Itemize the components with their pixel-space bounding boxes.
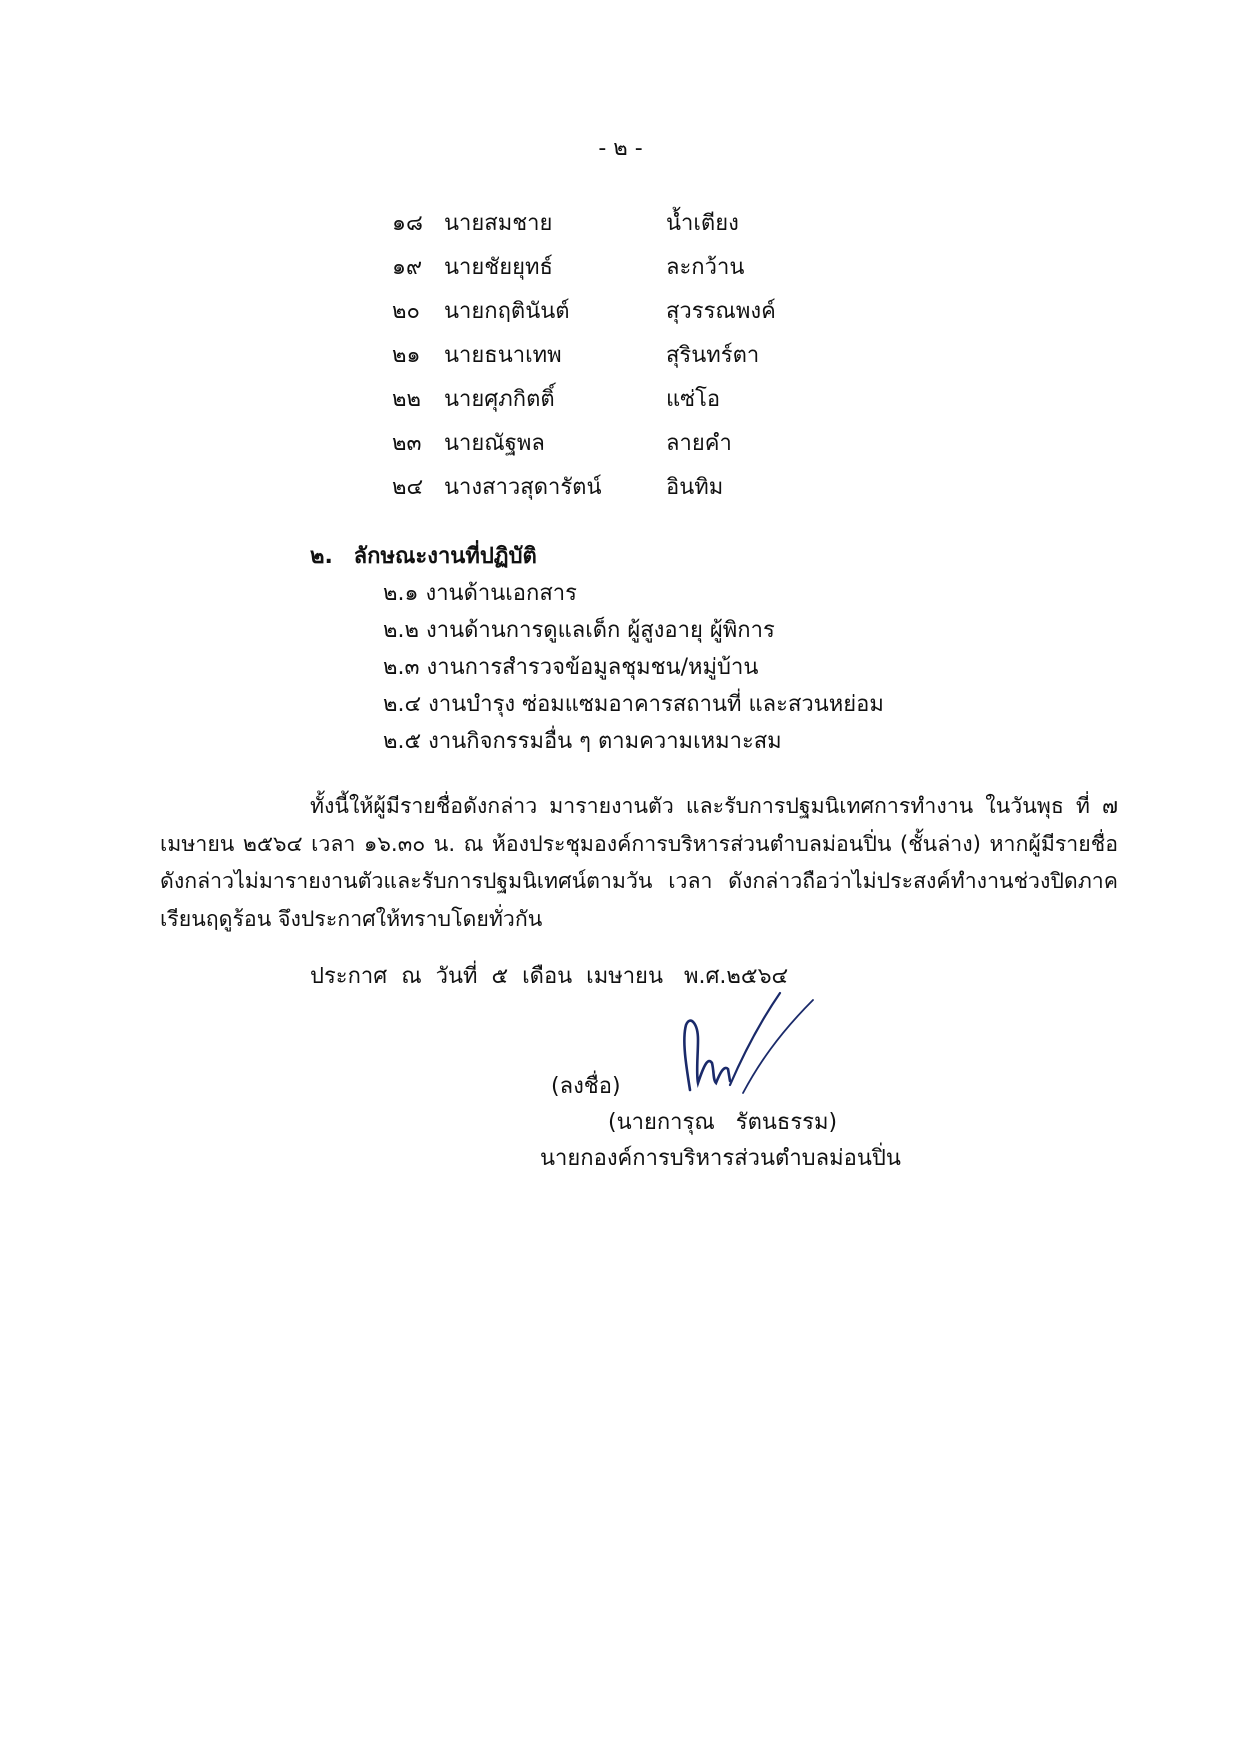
first-name: นายสมชาย xyxy=(444,210,553,236)
last-name: ละกว้าน xyxy=(666,254,745,280)
signer-name: (นายการุณ รัตนธรรม) xyxy=(608,1110,838,1135)
name-row xyxy=(392,420,852,464)
last-name: แซ่โอ xyxy=(666,386,721,412)
name-row xyxy=(392,464,852,508)
name-number: ๑๙ xyxy=(392,254,423,280)
announcement-date: ประกาศ ณ วันที่ ๕ เดือน เมษายน พ.ศ.๒๕๖๔ xyxy=(310,964,789,989)
duty-item: ๒.๔ งานบำรุง ซ่อมแซมอาคารสถานที่ และสวนหย่อม xyxy=(383,692,884,717)
duty-item: ๒.๕ งานกิจกรรมอื่น ๆ ตามความเหมาะสม xyxy=(383,729,782,754)
first-name: นางสาวสุดารัตน์ xyxy=(444,474,602,500)
signer-title: นายกองค์การบริหารส่วนตำบลม่อนปิ่น xyxy=(540,1146,901,1171)
name-list xyxy=(392,200,852,508)
first-name: นายกฤตินันต์ xyxy=(444,298,570,324)
first-name: นายชัยยุทธ์ xyxy=(444,254,553,280)
name-row xyxy=(392,376,852,420)
name-row xyxy=(392,332,852,376)
name-number: ๒๐ xyxy=(392,298,420,324)
body-paragraph xyxy=(160,788,1118,938)
section-number: ๒. xyxy=(310,544,333,569)
name-row xyxy=(392,200,852,244)
section-title: ลักษณะงานที่ปฏิบัติ xyxy=(353,544,537,569)
name-number: ๒๒ xyxy=(392,386,422,412)
sign-label: (ลงชื่อ) xyxy=(551,1074,621,1099)
name-number: ๒๑ xyxy=(392,342,421,368)
duty-item: ๒.๑ งานด้านเอกสาร xyxy=(383,581,577,606)
first-name: นายธนาเทพ xyxy=(444,342,562,368)
last-name: สุวรรณพงค์ xyxy=(666,298,776,324)
name-number: ๒๔ xyxy=(392,474,424,500)
name-row xyxy=(392,288,852,332)
last-name: น้ำเตียง xyxy=(666,210,739,236)
first-name: นายศุภกิตติ์ xyxy=(444,386,555,412)
paragraph-text: ทั้งนี้ให้ผู้มีรายชื่อดังกล่าว มารายงานตัว และรับการปฐมนิเทศการทำงาน ในวันพุธ ที่ ๗ เมษายน ๒๕๖๔ เวลา ๑๖.๓๐ น. ณ ห้องประชุมองค์การบริหารส่วนตำบลม่อนปิ่น (ชั้นล่าง) หากผู้มีรายชื่อดังกล่าวไม่มารายงานตัวและรับการปฐมนิเทศน์ตามวัน เวลา ดังกล่าวถือว่าไม่ประสงค์ทำงานช่วงปิดภาคเรียนฤดูร้อน จึงประกาศให้ทราบโดยทั่วกัน xyxy=(160,794,1118,932)
page-number: - ๒ - xyxy=(598,136,643,161)
first-name: นายณัฐพล xyxy=(444,430,545,456)
duty-item: ๒.๓ งานการสำรวจข้อมูลชุมชน/หมู่บ้าน xyxy=(383,655,759,680)
duty-item: ๒.๒ งานด้านการดูแลเด็ก ผู้สูงอายุ ผู้พิการ xyxy=(383,618,775,643)
section-heading xyxy=(310,538,537,573)
last-name: ลายคำ xyxy=(666,430,732,456)
name-row xyxy=(392,244,852,288)
name-number: ๑๘ xyxy=(392,210,423,236)
name-number: ๒๓ xyxy=(392,430,422,456)
duty-list xyxy=(383,575,884,760)
last-name: อินทิม xyxy=(666,474,724,500)
signature-image xyxy=(668,985,818,1100)
last-name: สุรินทร์ตา xyxy=(666,342,760,368)
